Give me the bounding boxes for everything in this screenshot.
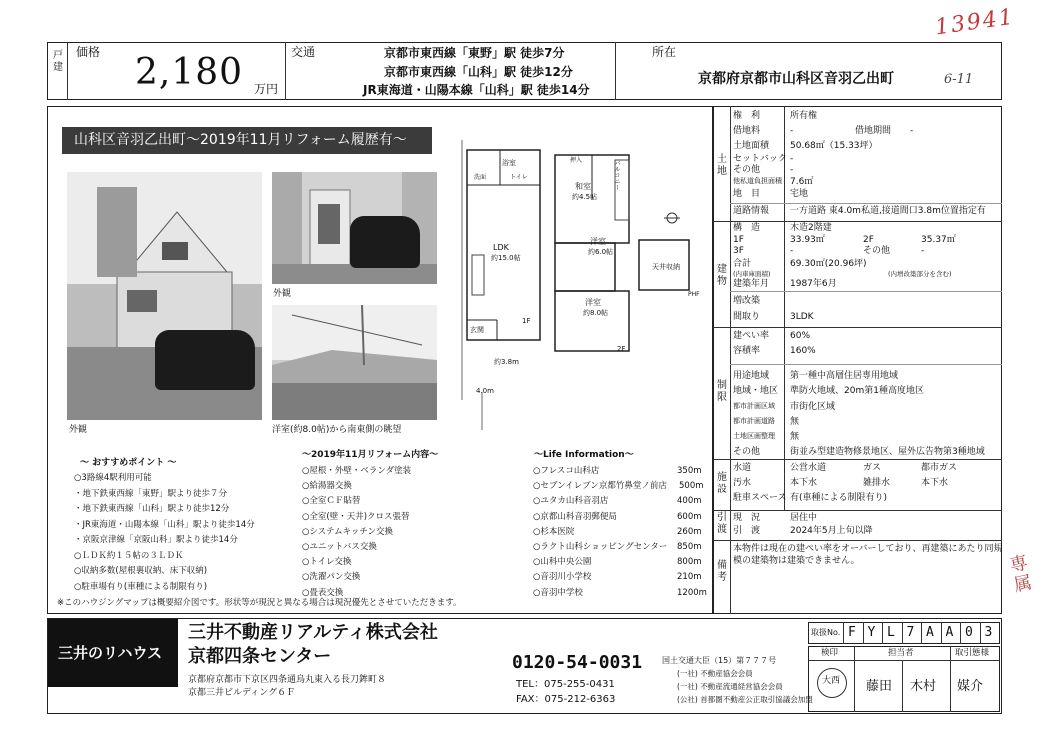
reform-item: ○給湯器交換 bbox=[302, 481, 352, 492]
reform-title: ～2019年11月リフォーム内容～ bbox=[302, 450, 439, 460]
spec-label-far: 容積率 bbox=[733, 346, 761, 356]
reform-item: ○システムキッチン交換 bbox=[302, 526, 393, 537]
spec-value-floor3: - bbox=[790, 246, 794, 256]
spec-label2-floor3: その他 bbox=[863, 246, 891, 256]
life-item-name: ○音羽中学校 bbox=[533, 587, 583, 598]
staff-label: 担当者 bbox=[888, 648, 914, 658]
spec-value-built: 1987年6月 bbox=[790, 279, 837, 289]
deal-value: 媒介 bbox=[957, 679, 984, 694]
reform-item: ○畳表交換 bbox=[302, 587, 344, 598]
life-item-distance: 500m bbox=[679, 481, 704, 492]
disclaimer: ※このハウジングマップは概要紹介図です。形状等が現況と異なる場合は現況優先とさせていただきます。 bbox=[57, 598, 462, 608]
spec-label-zoning: 用途地域 bbox=[733, 371, 770, 381]
spec-value-sewage: 本下水 bbox=[790, 478, 818, 488]
code-cell-divider bbox=[882, 622, 883, 644]
f2-room-washitsu: 和室 bbox=[575, 182, 591, 191]
f2-room-balcony: バルコニー bbox=[613, 160, 620, 190]
spec-label-city-plan: 都市計画区域 bbox=[733, 402, 775, 410]
association-1: (一社) 不動産協会会員 bbox=[677, 669, 753, 678]
exterior-caption-side: 外観 bbox=[273, 289, 292, 299]
spec-label-extension: 増改築 bbox=[733, 296, 761, 306]
reform-item: ○全室ＣＦ貼替 bbox=[302, 496, 361, 507]
life-item-distance: 600m bbox=[677, 511, 702, 522]
life-item-name: ○山科中央公園 bbox=[533, 557, 592, 568]
point-item: ○収納多数(屋根裏収納、床下収納) bbox=[74, 566, 208, 576]
code-cell-char: Y bbox=[867, 625, 876, 640]
spec-value-parking: 有(車種による制限有り) bbox=[790, 493, 888, 503]
code-cell-char: 7 bbox=[906, 625, 915, 640]
spec-value2-lease: - bbox=[910, 126, 914, 136]
spec-value-layout: 3LDK bbox=[790, 312, 814, 322]
f1-floor-label: 1F bbox=[522, 317, 531, 325]
spec-label-current: 現 況 bbox=[733, 513, 761, 523]
spec-value-water: 公営水道 bbox=[790, 463, 827, 473]
code-cell-divider bbox=[941, 622, 942, 644]
life-item-name: ○杉本医院 bbox=[533, 526, 575, 537]
life-item-distance: 350m bbox=[677, 466, 702, 476]
deal-label: 取引態様 bbox=[955, 648, 990, 658]
handwritten-number: 13941 bbox=[933, 4, 1017, 41]
address-line-2: 京都三井ビルディング６Ｆ bbox=[188, 688, 296, 698]
point-item: ○3路線4駅利用可能 bbox=[74, 473, 152, 483]
price-unit: 万円 bbox=[254, 82, 279, 96]
reform-item: ○洗濯パン交換 bbox=[302, 572, 361, 583]
access-line-1: 京都市東西線「東野」駅 徒歩7分 bbox=[384, 46, 565, 60]
f1-room-toilet: トイレ bbox=[510, 174, 528, 181]
life-item-distance: 260m bbox=[677, 526, 702, 537]
point-item: ・地下鉄東西線「東野」駅より徒歩７分 bbox=[74, 488, 228, 499]
code-cell-char: F bbox=[848, 625, 856, 640]
code-cell-divider bbox=[863, 622, 864, 644]
staff-1: 藤田 bbox=[866, 679, 893, 694]
spec-value-land-readjust: 無 bbox=[790, 432, 800, 442]
spec-label-rights: 権 利 bbox=[733, 111, 761, 121]
life-title: ～Life Information～ bbox=[534, 450, 634, 460]
company-name: 三井不動産リアルティ株式会社 bbox=[188, 622, 438, 643]
spec-label-floor3: 3F bbox=[733, 246, 744, 256]
f1-room-washroom: 洗面 bbox=[474, 174, 487, 181]
price-value: 2,180 bbox=[135, 52, 244, 93]
section-delivery: 引渡 bbox=[717, 512, 727, 535]
life-item-distance: 800m bbox=[677, 557, 702, 568]
point-item: ・地下鉄東西線「山科」駅より徒歩12分 bbox=[74, 504, 230, 514]
code-cell-divider bbox=[843, 622, 844, 644]
code-cell-char: 0 bbox=[965, 625, 973, 640]
section-remarks: 備考 bbox=[717, 560, 727, 583]
spec-label-lease: 借地料 bbox=[733, 126, 761, 136]
spec-value2-water: 都市ガス bbox=[921, 463, 958, 473]
check-label: 検印 bbox=[821, 648, 839, 658]
spec-label-district: 地域・地区 bbox=[733, 386, 779, 396]
spec-total-note: (内車庫面積) bbox=[733, 270, 771, 278]
exterior-caption-main: 外観 bbox=[69, 425, 88, 435]
spec-value-lease: - bbox=[790, 126, 794, 136]
spec-value-land-area: 50.68㎡（15.33坪） bbox=[790, 141, 878, 151]
brand-logo-text: 三井のリハウス bbox=[58, 644, 163, 662]
spec-label2-water: ガス bbox=[863, 463, 882, 473]
f1-depth: 4.0m bbox=[476, 387, 494, 395]
spec-label-road: 道路情報 bbox=[733, 206, 770, 216]
life-item-name: ○音羽川小学校 bbox=[533, 572, 592, 583]
spec-label2-lease: 借地期間 bbox=[855, 126, 892, 136]
spec-value-city-plan: 市街化区域 bbox=[790, 402, 836, 412]
spec-label-handover: 引 渡 bbox=[733, 526, 761, 536]
spec-label-built: 建築年月 bbox=[733, 279, 770, 289]
section-land: 土地 bbox=[717, 154, 727, 177]
access-label: 交通 bbox=[291, 45, 316, 59]
spec-label-land-area: 土地面積 bbox=[733, 141, 770, 151]
f2-room-yoshitsu-6-size: 約6.0帖 bbox=[588, 248, 614, 256]
spec-label-parking: 駐車スペース bbox=[733, 493, 787, 503]
spec-label-other-law: その他 bbox=[733, 447, 761, 457]
reform-item: ○屋根・外壁・ベランダ塗装 bbox=[302, 466, 412, 476]
reform-item: ○ユニットバス交換 bbox=[302, 542, 377, 552]
code-cell-divider bbox=[902, 622, 903, 644]
f1-width: 約3.8m bbox=[494, 358, 519, 366]
exterior-photo-main bbox=[67, 172, 262, 420]
life-item-distance: 850m bbox=[677, 542, 702, 552]
reform-item: ○全室(壁・天井)クロス張替 bbox=[302, 511, 410, 522]
phone-free[interactable]: 0120-54-0031 bbox=[512, 652, 643, 673]
life-item-distance: 1200m bbox=[677, 587, 707, 598]
exterior-photo-side bbox=[272, 172, 437, 284]
spec-value2-floor3: - bbox=[921, 246, 925, 256]
branch-name: 京都四条センター bbox=[188, 646, 332, 667]
spec-value-total: 69.30㎡(20.96坪) bbox=[790, 259, 867, 269]
code-label: 取扱No. bbox=[811, 628, 841, 637]
spec-label2-sewage: 雑排水 bbox=[863, 478, 891, 488]
code-cell-char: 3 bbox=[984, 625, 993, 640]
address-line-1: 京都府京都市下京区四条通烏丸東入る長刀鉾町８ bbox=[188, 675, 387, 685]
view-caption: 洋室(約8.0帖)から南東側の眺望 bbox=[272, 425, 402, 435]
point-item: ・JR東海道・山陽本線「山科」駅より徒歩14分 bbox=[74, 519, 255, 530]
location-label: 所在 bbox=[652, 45, 677, 59]
spec-label-floor1: 1F bbox=[733, 235, 744, 245]
life-item-name: ○フレスコ山科店 bbox=[533, 466, 600, 476]
spec-label-structure: 構 造 bbox=[733, 223, 761, 233]
access-line-3: JR東海道・山陽本線「山科」駅 徒歩14分 bbox=[363, 83, 590, 97]
title-banner-text: 山科区音羽乙出町～2019年11月リフォーム履歴有～ bbox=[74, 132, 407, 148]
spec-value-rights: 所有権 bbox=[790, 111, 818, 121]
f2-room-closet: 押入 bbox=[570, 157, 583, 164]
reform-item: ○トイレ交換 bbox=[302, 557, 352, 568]
spec-value-far: 160% bbox=[790, 346, 816, 356]
spec-value-city-road: 無 bbox=[790, 417, 800, 427]
association-3: (公社) 首都圏不動産公正取引協議会加盟 bbox=[677, 695, 813, 704]
code-cell-char: A bbox=[926, 625, 934, 640]
spec-value-other-law: 街並み型建造物修景地区、屋外広告物第3種地域 bbox=[790, 447, 985, 457]
f2-room-yoshitsu-8: 洋室 bbox=[585, 298, 601, 307]
phone-fax: FAX：075-212-6363 bbox=[516, 694, 616, 705]
spec-remarks-line: 本物件は現在の建ぺい率をオーバーしており、再建築にあたり同規 bbox=[733, 544, 1003, 554]
roof-room: 天井収納 bbox=[652, 263, 680, 271]
point-item: ○ＬＤＫ約１５帖の３ＬＤＫ bbox=[74, 550, 184, 561]
spec-value-other: - bbox=[790, 165, 794, 175]
section-building: 建物 bbox=[717, 264, 727, 287]
check-seal-text: 大西 bbox=[822, 676, 841, 686]
points-title: ～ おすすめポイント ～ bbox=[80, 458, 177, 468]
f1-room-ldk: LDK bbox=[493, 243, 509, 252]
spec-value-private-road: 7.6㎡ bbox=[790, 177, 814, 187]
life-item-name: ○ラクト山科ショッピングセンター bbox=[533, 542, 668, 552]
location-value: 京都府京都市山科区音羽乙出町 bbox=[698, 71, 894, 87]
spec-label-sewage: 汚水 bbox=[733, 478, 752, 488]
spec-label-total: 合計 bbox=[733, 259, 752, 269]
view-photo bbox=[272, 305, 437, 420]
f1-room-ldk-size: 約15.0帖 bbox=[491, 254, 521, 262]
access-line-2: 京都市東西線「山科」駅 徒歩12分 bbox=[384, 65, 573, 79]
spec-value-current: 居住中 bbox=[790, 513, 818, 523]
life-item-distance: 210m bbox=[677, 572, 702, 583]
spec-label2-floor1: 2F bbox=[863, 235, 874, 245]
spec-value-coverage: 60% bbox=[790, 331, 811, 341]
point-item: ・京阪京津線「京阪山科」駅より徒歩14分 bbox=[74, 535, 238, 545]
spec-label-city-road: 都市計画道路 bbox=[733, 417, 775, 425]
spec-value-setback: - bbox=[790, 154, 794, 164]
roof-floor-label: PHF bbox=[688, 291, 700, 298]
f2-room-yoshitsu-8-size: 約8.0帖 bbox=[583, 309, 609, 317]
spec-remarks-line: 模の建築物は建築できません。 bbox=[733, 556, 860, 566]
life-item-name: ○京都山科音羽郵便局 bbox=[533, 511, 617, 522]
f1-room-entrance: 玄関 bbox=[470, 326, 484, 334]
point-item: ○駐車場有り(車種による制限有り) bbox=[74, 581, 208, 592]
location-handwritten: 6-11 bbox=[944, 72, 974, 87]
spec-value-handover: 2024年5月上旬以降 bbox=[790, 526, 873, 536]
life-item-distance: 400m bbox=[677, 496, 702, 507]
spec-value-floor1: 33.93㎡ bbox=[790, 235, 825, 245]
spec-value2-sewage: 本下水 bbox=[921, 478, 949, 488]
spec-value-district: 準防火地域、20m第1種高度地区 bbox=[790, 386, 924, 396]
staff-2: 木村 bbox=[910, 679, 937, 694]
spec-label-coverage: 建ぺい率 bbox=[733, 331, 770, 341]
spec-label-land-category: 地 目 bbox=[733, 189, 761, 199]
association-2: (一社) 不動産流通経営協会会員 bbox=[677, 682, 783, 691]
spec-total-note2: (内增改築部分を含む) bbox=[888, 270, 952, 278]
code-cell-divider bbox=[980, 622, 981, 644]
spec-label-water: 水道 bbox=[733, 463, 752, 473]
type-label: 戸建 bbox=[53, 50, 63, 73]
phone-tel[interactable]: TEL：075-255-0431 bbox=[516, 679, 615, 690]
life-item-name: ○ユタカ山科音羽店 bbox=[533, 496, 609, 507]
code-cell-char: L bbox=[887, 625, 895, 640]
f2-room-washitsu-size: 約4.5帖 bbox=[572, 193, 598, 201]
section-facility: 施設 bbox=[717, 472, 727, 495]
code-cell-divider bbox=[921, 622, 922, 644]
code-cell-divider bbox=[960, 622, 961, 644]
spec-label-other: その他 bbox=[733, 165, 761, 175]
spec-value-zoning: 第一種中高層住居専用地域 bbox=[790, 371, 899, 381]
f1-room-bath: 浴室 bbox=[502, 159, 516, 167]
spec-label-land-readjust: 土地区画整理 bbox=[733, 432, 775, 440]
license-number: 国土交通大臣（15）第７７７号 bbox=[662, 656, 777, 665]
spec-value-structure: 木造2階建 bbox=[790, 223, 832, 233]
f2-room-yoshitsu-6: 洋室 bbox=[590, 237, 606, 246]
life-item-name: ○セブンイレブン京都竹鼻堂ノ前店 bbox=[533, 481, 667, 492]
spec-value-road: 一方道路 東4.0m私道,接道間口3.8m位置指定有 bbox=[790, 206, 986, 216]
spec-value2-floor1: 35.37㎡ bbox=[921, 235, 956, 245]
spec-label-layout: 間取り bbox=[733, 312, 761, 322]
section-law: 制限 bbox=[717, 380, 727, 403]
spec-value-land-category: 宅地 bbox=[790, 189, 809, 199]
code-cell-char: A bbox=[945, 625, 954, 640]
spec-label-setback: セットバック bbox=[733, 154, 787, 164]
price-label: 価格 bbox=[76, 45, 101, 59]
stamp-senzoku: 専属 bbox=[1007, 552, 1034, 597]
spec-label-private-road: 他私道負担面積 bbox=[733, 177, 782, 185]
f2-floor-label: 2F bbox=[617, 345, 626, 353]
